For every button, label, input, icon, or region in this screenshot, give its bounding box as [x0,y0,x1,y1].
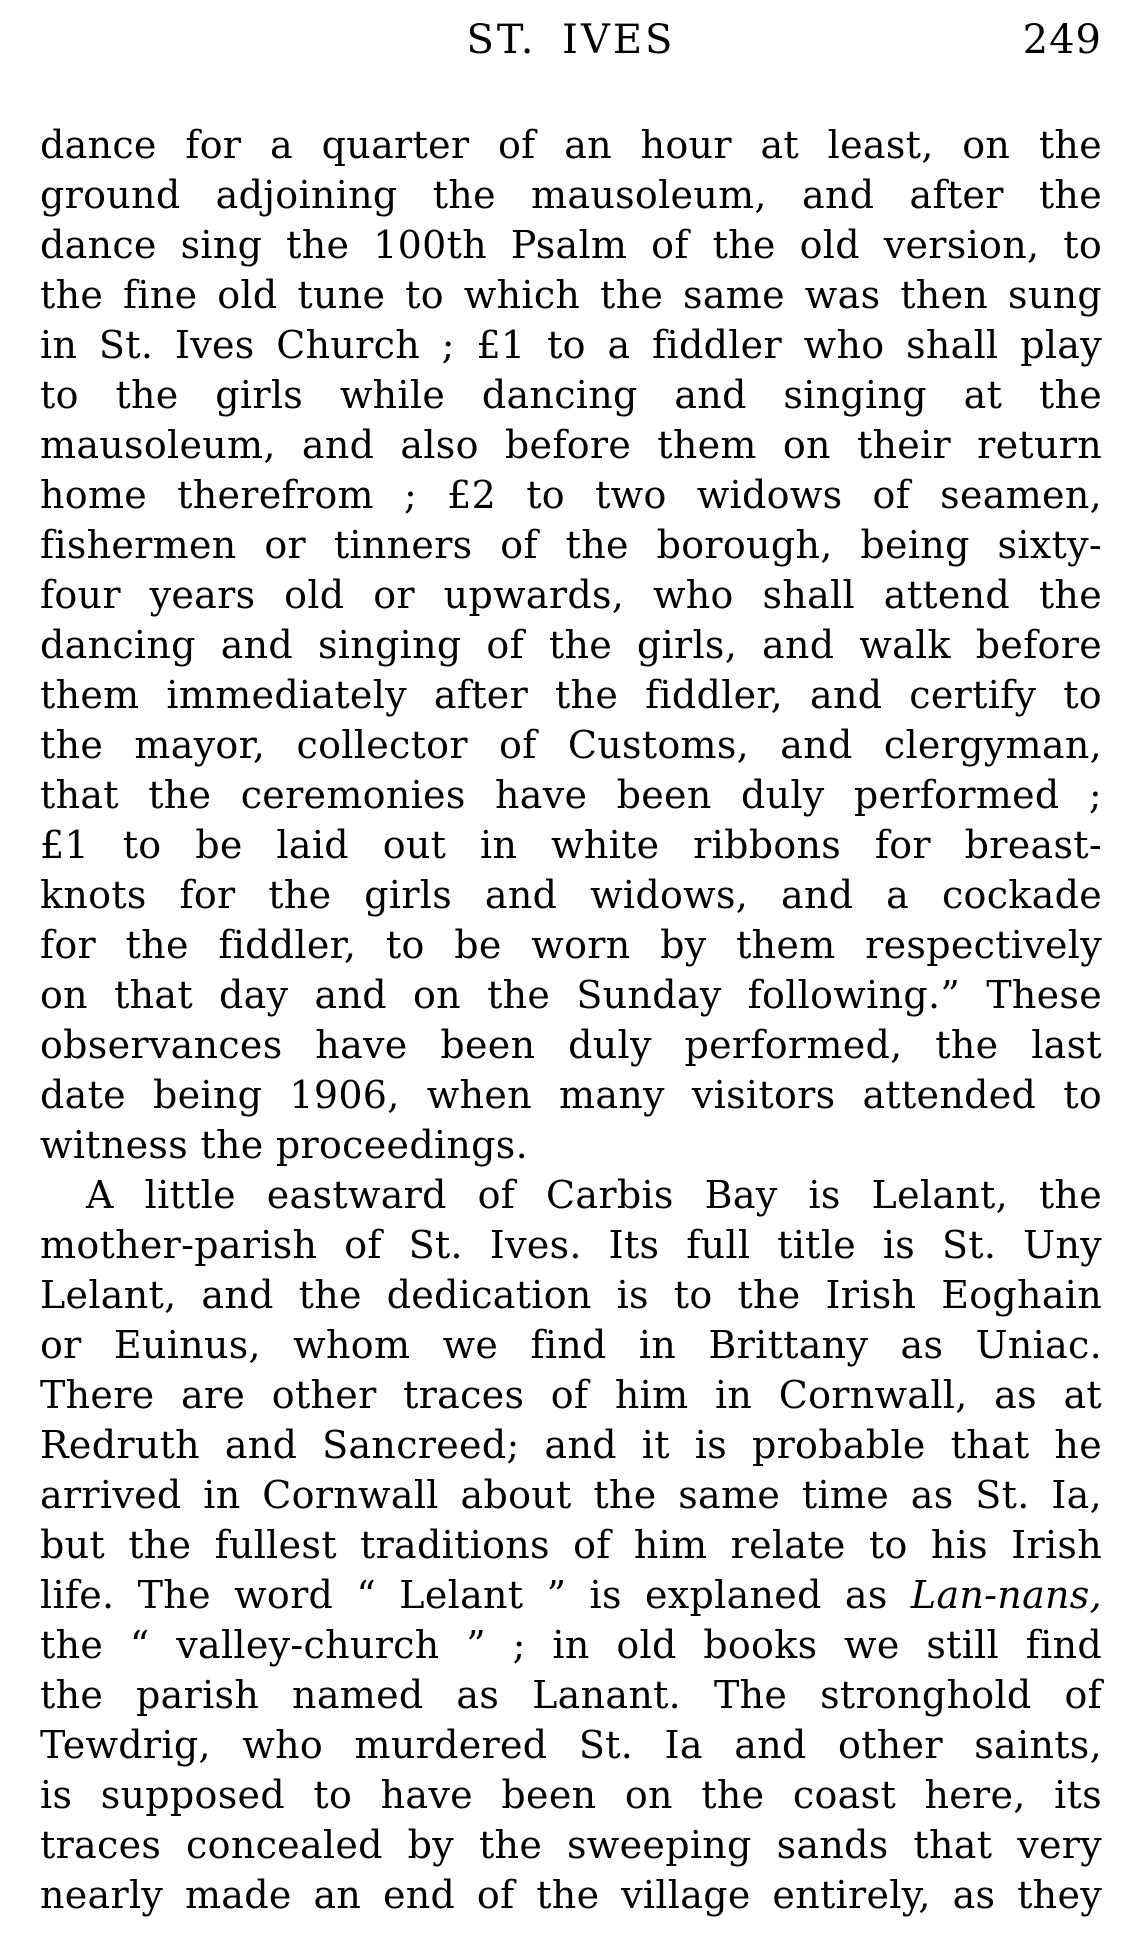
text-line: traces concealed by the sweeping sands that very [40,1823,1102,1867]
text-line: £1 to be laid out in white ribbons for breast- [40,823,1102,867]
text-line: nearly made an end of the village entirely, as they [40,1873,1102,1917]
paragraph-1 [40,120,1102,1170]
text-line: knots for the girls and widows, and a cockade [40,873,1102,917]
text-line: or Euinus, whom we find in Brittany as Uniac. [40,1323,1102,1367]
text-line: mother-parish of St. Ives. Its full title is St. Uny [40,1223,1102,1267]
text-line: Tewdrig, who murdered St. Ia and other saints, [40,1723,1102,1767]
text-line: Lelant, and the dedication is to the Irish Eoghain [40,1273,1102,1317]
text-line: arrived in Cornwall about the same time as St. Ia, [40,1473,1102,1517]
page-number: 249 [1022,17,1102,63]
text-line: is supposed to have been on the coast here, its [40,1773,1102,1817]
text-line: dance sing the 100th Psalm of the old version, to [40,223,1102,267]
text-line: for the fiddler, to be worn by them respectively [40,923,1102,967]
text-line: four years old or upwards, who shall attend the [40,573,1102,617]
text-line: There are other traces of him in Cornwall, as at [40,1373,1102,1417]
text-line: to the girls while dancing and singing at the [40,373,1102,417]
body-text [40,120,1102,1920]
text-line: dance for a quarter of an hour at least, on the [40,123,1102,167]
text-line: the “ valley-church ” ; in old books we still find [40,1623,1102,1667]
text-line: on that day and on the Sunday following.” These [40,973,1102,1017]
running-header [40,16,1102,68]
text-line: fishermen or tinners of the borough, being sixty- [40,523,1102,567]
text-line: ground adjoining the mausoleum, and after the [40,173,1102,217]
text-line: home therefrom ; £2 to two widows of seamen, [40,473,1102,517]
text-line: the parish named as Lanant. The stronghold of [40,1673,1102,1717]
text-line: that the ceremonies have been duly performed ; [40,773,1102,817]
text-line: them immediately after the fiddler, and certify to [40,673,1102,717]
text-line: the mayor, collector of Customs, and clergyman, [40,723,1102,767]
text-line: observances have been duly performed, the last [40,1023,1102,1067]
text-line: Redruth and Sancreed; and it is probable that he [40,1423,1102,1467]
text-line: date being 1906, when many visitors attended to [40,1073,1102,1117]
text-line: the fine old tune to which the same was then sung [40,273,1102,317]
paragraph-2 [40,1170,1102,1920]
text-run: life. The word “ Lelant ” is explaned as [40,1573,911,1617]
text-line: mausoleum, and also before them on their return [40,423,1102,467]
text-line: but the fullest traditions of him relate to his Irish [40,1523,1102,1567]
text-line-with-italic [40,1570,1102,1620]
text-line: dancing and singing of the girls, and walk before [40,623,1102,667]
text-line: A little eastward of Carbis Bay is Lelant, the [86,1173,1102,1217]
page-title: ST. IVES [466,17,676,63]
text-line: in St. Ives Church ; £1 to a fiddler who shall play [40,323,1102,367]
text-line: witness the proceedings. [40,1123,528,1167]
italic-text-run: Lan-nans, [910,1573,1102,1617]
